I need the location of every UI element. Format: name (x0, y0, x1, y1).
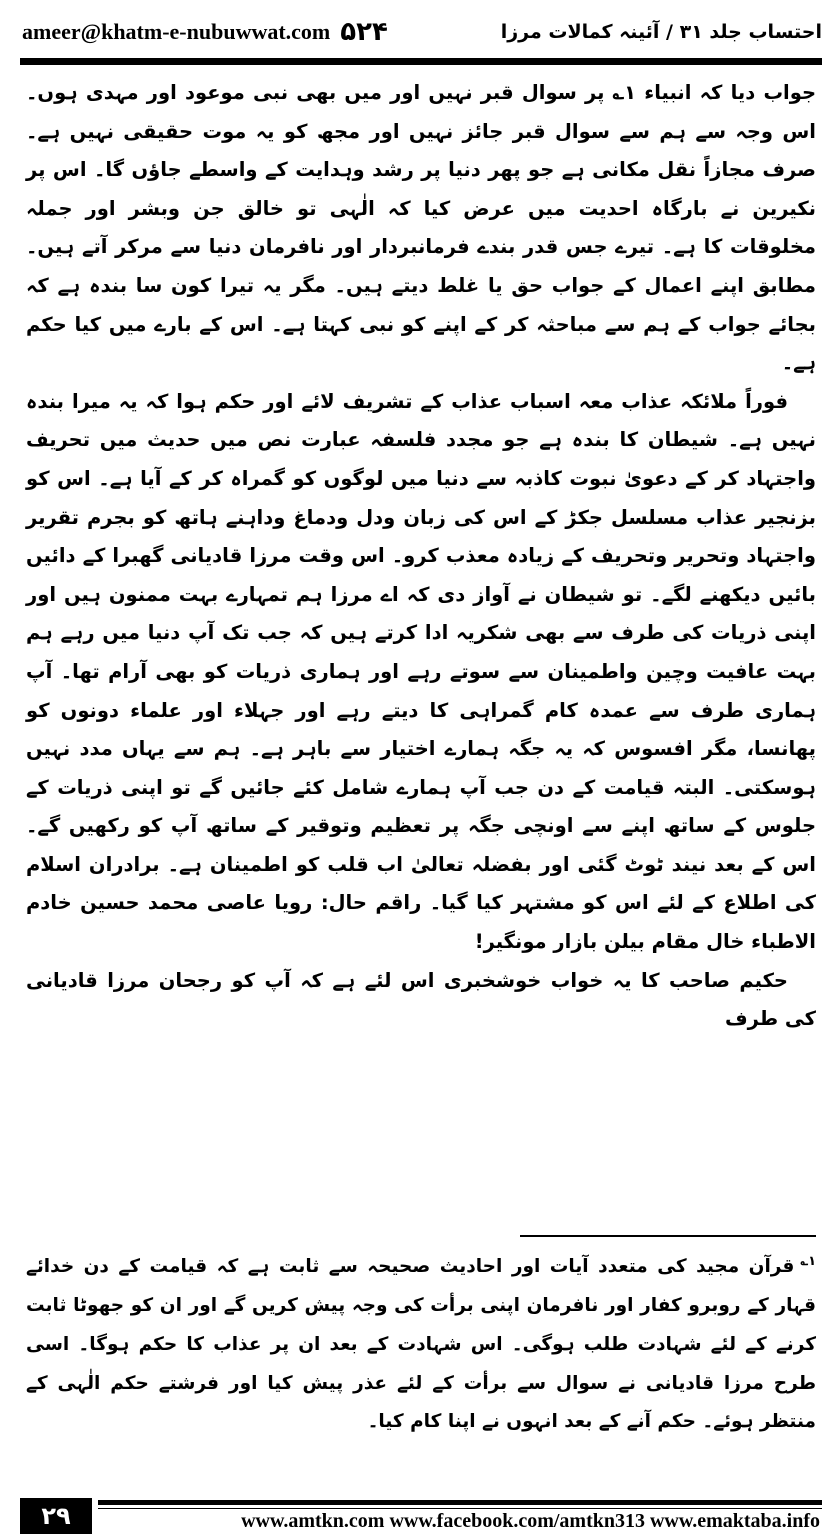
footnote-paragraph (26, 1243, 816, 1442)
running-title: احتساب جلد ۳۱ / آئینہ کمالات مرزا (500, 21, 822, 43)
footer-urls: www.amtkn.com www.facebook.com/amtkn313 www.emaktaba.info (241, 1510, 820, 1532)
main-text (26, 74, 816, 1039)
folio-number: ۲۹ (20, 1498, 92, 1534)
footnote-text: قرآن مجید کی متعدد آیات اور احادیث صحیحہ سے ثابت ہے کہ قیامت کے دن خدائے قہار کے روبرو کفار اور نافرمان اپنی برأت کی وجہ پیش کریں گے اور ان کو جھوٹا ثابت کرنے کے لئے شہادت طلب ہوگی۔ اس شہادت کے بعد ان پر عذاب کا حکم ہوگا۔ اسی طرح مرزا قادیانی نے سوال سے برأت کے لئے عذر پیش کیا اور فرشتے حکم الٰہی کے منتظر ہوئے۔ حکم آنے کے بعد انہوں نے اپنا کام کیا۔ (26, 1256, 816, 1433)
header-rule (20, 58, 822, 65)
header-email-block (22, 17, 388, 47)
paragraph-1: جواب دیا کہ انبیاء ۱؎ پر سوال قبر نہیں اور میں بھی نبی موعود اور مہدی ہوں۔ اس وجہ سے ہم سے سوال قبر جائز نہیں اور مجھ کو یہ موت حقیقی نہیں ہے۔ صرف مجازاً نقل مکانی ہے جو پھر دنیا پر رشد وہدایت کے واسطے جاؤں گا۔ اس پر نکیرین نے بارگاہ احدیت میں عرض کیا کہ الٰہی تو خالق جن وبشر اور جملہ مخلوقات کا ہے۔ تیرے جس قدر بندے فرمانبردار اور نافرمان دنیا سے مرکر آتے ہیں۔ مطابق اپنے اعمال کے جواب حق یا غلط دیتے ہیں۔ مگر یہ تیرا کون سا بندہ ہے کہ بجائے جواب کے ہم سے مباحثہ کر کے اپنے کو نبی کہتا ہے۔ اس کے بارے میں کیا حکم ہے۔ (26, 81, 817, 375)
page-footer (0, 1488, 840, 1540)
paragraph-3: حکیم صاحب کا یہ خواب خوشخبری اس لئے ہے کہ آپ کو رجحان مرزا قادیانی کی طرف (26, 968, 816, 1031)
footnote-rule (520, 1235, 816, 1237)
footer-rule-thin (98, 1508, 822, 1509)
paragraph-2: فوراً ملائکہ عذاب معہ اسباب عذاب کے تشریف لائے اور حکم ہوا کہ یہ میرا بندہ نہیں ہے۔ شیطان کا بندہ ہے جو مجدد فلسفہ عبارت نص میں حدیث میں تحریف واجتہاد کر کے دعویٰ نبوت کاذبہ سے دنیا میں لوگوں کو گمراہ کر کے آیا ہے۔ اس کو بزنجیر عذاب مسلسل جکڑ کے اس کی زبان ودل ودماغ وداہنے ہاتھ کو بجرم تقریر واجتہاد وتحریر وتحریف کے زیادہ معذب کرو۔ اس وقت مرزا قادیانی گھبرا کے دائیں بائیں دیکھنے لگے۔ تو شیطان نے آواز دی کہ اے مرزا ہم تمہارے بہت ممنون ہیں اور اپنی ذریات کی طرف سے بھی شکریہ ادا کرتے ہیں کہ جب تک آپ دنیا میں رہے ہم بہت عافیت وچین واطمینان سے سوتے رہے اور ہماری ذریات کو بھی آرام تھا۔ آپ ہماری طرف سے عمدہ کام گمراہی کا دیتے رہے اور جہلاء اور علماء دونوں کو پھانسا، مگر افسوس کہ یہ جگہ ہمارے اختیار سے باہر ہے۔ ہم سے یہاں مدد نہیں ہوسکتی۔ البتہ قیامت کے دن جب آپ ہمارے شامل کئے جائیں گے تو اپنی ذریات کے جلوس کے ساتھ اپنے سے اونچی جگہ پر تعظیم وتوقیر کے ساتھ آپ کو رکھیں گے۔ اس کے بعد نیند ٹوٹ گئی اور بفضلہ تعالیٰ اب قلب کو اطمینان ہے۔ برادران اسلام کی اطلاع کے لئے اس کو مشتہر کیا گیا۔ راقم حال: رویا عاصی محمد حسین خادم الاطباء خال مقام بیلن بازار مونگیر! (26, 389, 816, 954)
header-email: ameer@khatm-e-nubuwwat.com (22, 19, 331, 44)
footnote-marker: ۱؎ (800, 1254, 816, 1269)
page-number: ۵۲۴ (340, 17, 388, 47)
footnote (26, 1243, 816, 1442)
page-header (22, 10, 822, 54)
footer-rule (98, 1500, 822, 1505)
